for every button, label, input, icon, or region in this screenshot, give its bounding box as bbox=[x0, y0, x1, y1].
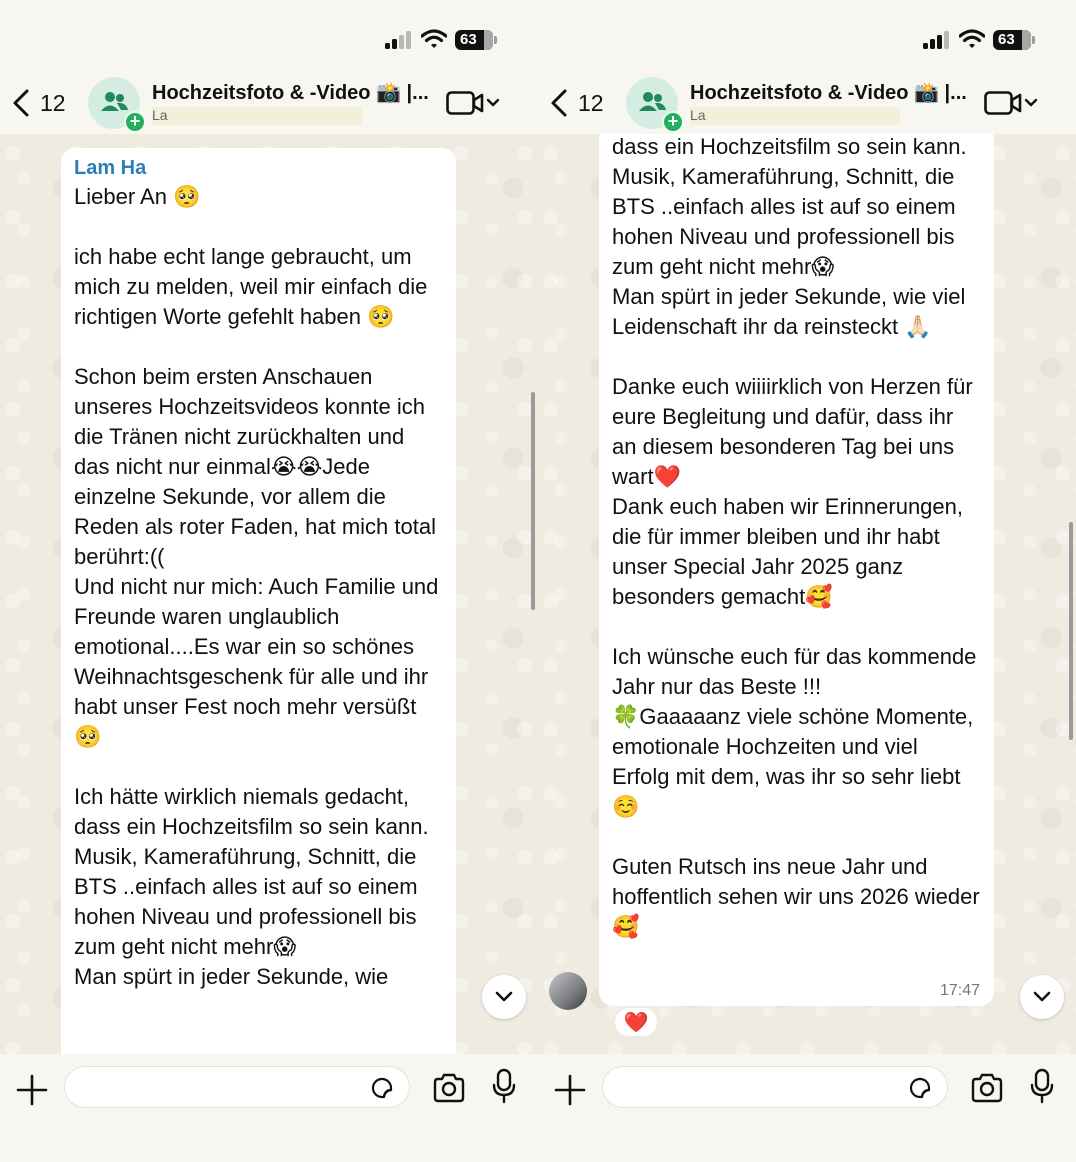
input-bar bbox=[0, 1054, 538, 1162]
scroll-down-button[interactable] bbox=[482, 975, 526, 1019]
battery-icon bbox=[993, 30, 1031, 50]
sender-avatar[interactable] bbox=[549, 972, 587, 1010]
microphone-icon[interactable] bbox=[1030, 1068, 1054, 1104]
chevron-down-icon bbox=[495, 991, 513, 1003]
chat-header bbox=[0, 72, 538, 134]
message-text: dass ein Hochzeitsfilm so sein kann. Musik, Kameraführung, Schnitt, die BTS ..einfach alles ist auf so einem hohen Niveau und professionell bis zum geht nicht mehr😱 Man spürt in jeder Sekunde, wie viel Leidenschaft ihr da reinsteckt 🙏🏻 Danke euch wiiiirklich von Herzen für eure Begleitung und dafür, dass ihr an diesem besonderen Tag bei uns wart❤️ Dank euch haben wir Erinnerungen, die für immer bleiben und ihr habt unser Special Jahr 2025 ganz besonders gemacht🥰 Ich wünsche euch für das kommende Jahr nur das Beste !!! 🍀Gaaaaanz viele schöne Momente, emotionale Hochzeiten und viel Erfolg mit dem, was ihr so sehr liebt☺️ Guten Rutsch ins neue Jahr und hoffentlich sehen wir uns 2026 wieder 🥰 bbox=[612, 134, 980, 939]
chevron-down-icon bbox=[1033, 991, 1051, 1003]
status-bar bbox=[538, 0, 1076, 72]
chat-subtitle: La bbox=[690, 107, 900, 125]
wifi-icon bbox=[959, 29, 985, 49]
camera-icon[interactable] bbox=[432, 1073, 466, 1103]
signal-icon bbox=[923, 29, 951, 49]
message-text: Lieber An 🥺 ich habe echt lange gebraucht, um mich zu melden, weil mir einfach die richtigen Worte gefehlt haben 🥺 Schon beim ersten Anschauen unseres Hochzeitsvideos konnte ich die Tränen nicht zurückhalten und das nicht nur einmal😭😭Jede einzelne Sekunde, vor allem die Reden als roter Faden, hat mich total berührt:(( Und nicht nur mich: Auch Familie und Freunde waren unglaublich emotional....Es war ein so schönes Weihnachtsgeschenk für alle und ihr habt unser Fest noch mehr versüßt 🥺 Ich hätte wirklich niemals gedacht, dass ein Hochzeitsfilm so sein kann. Musik, Kameraführung, Schnitt, die BTS ..einfach alles ist auf so einem hohen Niveau und professionell bis zum geht nicht mehr😱 Man spürt in jeder Sekunde, wie bbox=[74, 184, 439, 989]
group-icon bbox=[99, 90, 129, 116]
scroll-down-button[interactable] bbox=[1020, 975, 1064, 1019]
plus-icon[interactable] bbox=[14, 1072, 50, 1108]
wifi-icon bbox=[421, 29, 447, 49]
right-screenshot bbox=[538, 0, 1076, 1162]
camera-icon[interactable] bbox=[970, 1073, 1004, 1103]
message-bubble[interactable] bbox=[61, 148, 456, 1054]
unread-count: 12 bbox=[40, 89, 66, 116]
message-time: 17:47 bbox=[939, 982, 980, 999]
message-input[interactable] bbox=[64, 1066, 410, 1108]
scrollbar[interactable] bbox=[531, 392, 535, 610]
battery-level: 63 bbox=[998, 31, 1015, 48]
chat-title[interactable]: Hochzeitsfoto & -Video 📸 |... bbox=[690, 82, 967, 104]
unread-count: 12 bbox=[578, 89, 604, 116]
group-avatar[interactable] bbox=[626, 77, 678, 129]
sticker-icon[interactable] bbox=[369, 1075, 395, 1101]
add-icon: + bbox=[124, 111, 146, 133]
group-avatar[interactable] bbox=[88, 77, 140, 129]
video-call-icon[interactable] bbox=[446, 90, 502, 116]
chevron-left-icon bbox=[10, 88, 32, 118]
heart-reaction[interactable]: ❤️ bbox=[613, 1006, 659, 1038]
video-call-icon[interactable] bbox=[984, 90, 1040, 116]
battery-level: 63 bbox=[460, 31, 477, 48]
add-icon: + bbox=[662, 111, 684, 133]
sender-name: Lam Ha bbox=[74, 157, 147, 179]
signal-icon bbox=[385, 29, 413, 49]
chat-area[interactable] bbox=[0, 134, 538, 1054]
message-bubble[interactable] bbox=[599, 134, 994, 1006]
back-button[interactable] bbox=[10, 86, 78, 120]
input-bar bbox=[538, 1054, 1076, 1162]
group-icon bbox=[637, 90, 667, 116]
chat-area[interactable] bbox=[538, 134, 1076, 1054]
message-input[interactable] bbox=[602, 1066, 948, 1108]
battery-icon bbox=[455, 30, 493, 50]
chevron-left-icon bbox=[548, 88, 570, 118]
sticker-icon[interactable] bbox=[907, 1075, 933, 1101]
back-button[interactable] bbox=[548, 86, 616, 120]
chat-title[interactable]: Hochzeitsfoto & -Video 📸 |... bbox=[152, 82, 429, 104]
chat-subtitle: La bbox=[152, 107, 362, 125]
status-bar bbox=[0, 0, 538, 72]
chat-header bbox=[538, 72, 1076, 134]
scrollbar[interactable] bbox=[1069, 522, 1073, 740]
microphone-icon[interactable] bbox=[492, 1068, 516, 1104]
plus-icon[interactable] bbox=[552, 1072, 588, 1108]
